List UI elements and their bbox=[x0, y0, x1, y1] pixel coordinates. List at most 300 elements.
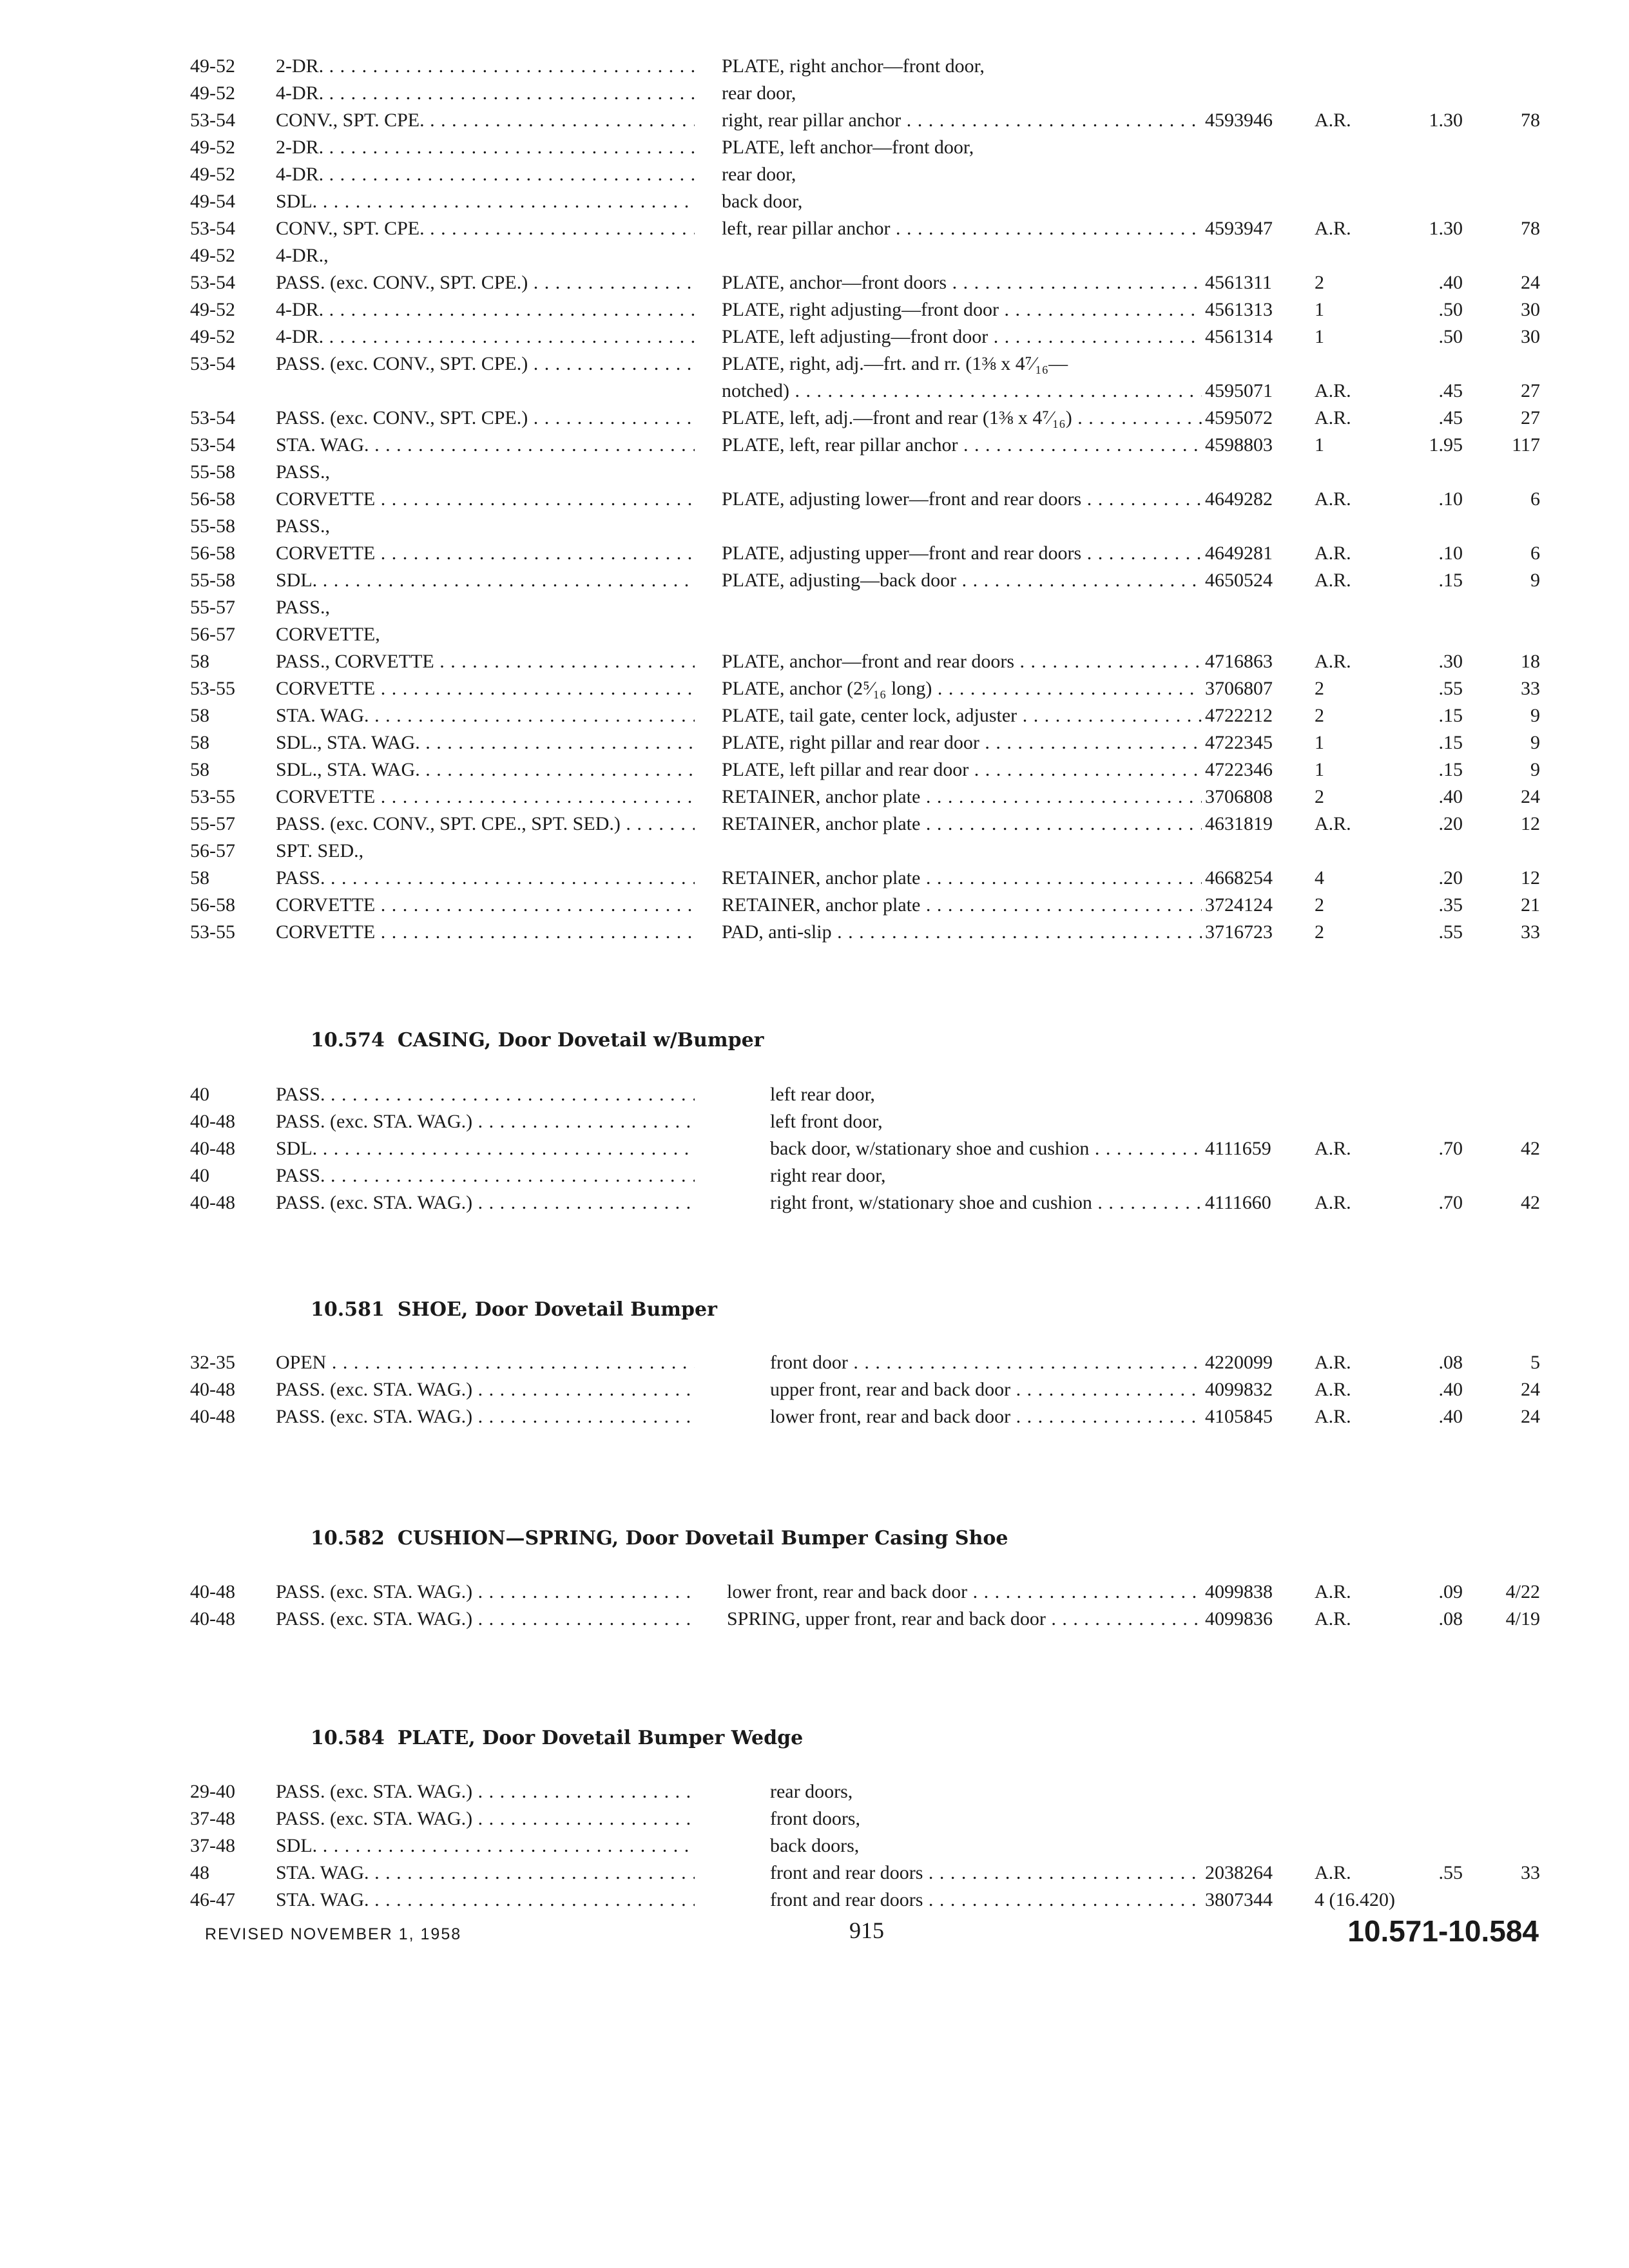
year-range: 40-48 bbox=[190, 1608, 235, 1629]
model: 2-DR. . . . bbox=[276, 53, 695, 80]
year-range: 40 bbox=[190, 1084, 209, 1105]
price: .70 bbox=[1438, 1192, 1463, 1213]
description: PLATE, adjusting lower—front and rear doors . . . bbox=[722, 486, 1202, 513]
price: .08 bbox=[1438, 1352, 1463, 1373]
table-row bbox=[0, 540, 1629, 567]
model: CORVETTE . . . bbox=[276, 486, 695, 513]
year-range: 32-35 bbox=[190, 1352, 235, 1373]
table-row bbox=[0, 513, 1629, 540]
table-row bbox=[0, 405, 1629, 432]
table-row bbox=[0, 242, 1629, 269]
price: .09 bbox=[1438, 1581, 1463, 1602]
price: .45 bbox=[1438, 407, 1463, 428]
description: front door . . . bbox=[770, 1349, 1202, 1376]
description: RETAINER, anchor plate . . . bbox=[722, 783, 1202, 811]
description: RETAINER, anchor plate . . . bbox=[722, 892, 1202, 919]
table-row bbox=[0, 1349, 1629, 1376]
revision-date: REVISED NOVEMBER 1, 1958 bbox=[205, 1925, 462, 1943]
model: 4-DR., bbox=[276, 245, 329, 266]
model: CONV., SPT. CPE. . . . bbox=[276, 107, 695, 134]
price: .35 bbox=[1438, 894, 1463, 916]
quantity: A.R. bbox=[1315, 488, 1351, 510]
description: PLATE, right anchor—front door, bbox=[722, 55, 985, 77]
description: lower front, rear and back door . . . bbox=[727, 1579, 1202, 1606]
count: 9 bbox=[1530, 570, 1540, 591]
table-row bbox=[0, 865, 1629, 892]
count: 42 bbox=[1521, 1138, 1540, 1159]
description: PLATE, right pillar and rear door . . . bbox=[722, 729, 1202, 756]
year-range: 29-40 bbox=[190, 1781, 235, 1802]
model: STA. WAG. . . . bbox=[276, 1887, 695, 1914]
part-number: 3706808 bbox=[1205, 786, 1273, 807]
count: 9 bbox=[1530, 759, 1540, 780]
quantity: A.R. bbox=[1315, 1192, 1351, 1213]
description: RETAINER, anchor plate . . . bbox=[722, 811, 1202, 838]
price: .50 bbox=[1438, 326, 1463, 347]
year-range: 53-54 bbox=[190, 272, 235, 293]
table-row bbox=[0, 621, 1629, 648]
price: .20 bbox=[1438, 867, 1463, 889]
part-number: 4099838 bbox=[1205, 1581, 1273, 1602]
year-range: 53-54 bbox=[190, 353, 235, 374]
description: PLATE, anchor—front and rear doors . . . bbox=[722, 648, 1202, 675]
quantity: 2 bbox=[1315, 678, 1324, 699]
model: PASS. (exc. CONV., SPT. CPE.) . . . bbox=[276, 405, 695, 432]
year-range: 40-48 bbox=[190, 1111, 235, 1132]
year-range: 58 bbox=[190, 867, 209, 889]
table-row bbox=[0, 1579, 1629, 1606]
model: PASS., bbox=[276, 461, 330, 483]
part-number: 4593947 bbox=[1205, 218, 1273, 239]
quantity: 1 bbox=[1315, 326, 1324, 347]
section-number: 10.582 bbox=[311, 1527, 385, 1550]
count: 78 bbox=[1521, 218, 1540, 239]
count: 30 bbox=[1521, 326, 1540, 347]
model: CORVETTE . . . bbox=[276, 919, 695, 946]
description: front and rear doors . . . bbox=[770, 1887, 1202, 1914]
year-range: 58 bbox=[190, 651, 209, 672]
year-range: 58 bbox=[190, 759, 209, 780]
model: PASS. (exc. STA. WAG.) . . . bbox=[276, 1778, 695, 1805]
price: .55 bbox=[1438, 678, 1463, 699]
table-row bbox=[0, 838, 1629, 865]
description: notched) . . . bbox=[722, 378, 1202, 405]
model: SDL. . . . bbox=[276, 1135, 695, 1162]
year-range: 56-57 bbox=[190, 840, 235, 861]
quantity: A.R. bbox=[1315, 813, 1351, 834]
model: PASS. (exc. CONV., SPT. CPE., SPT. SED.) . . . bbox=[276, 811, 695, 838]
table-row bbox=[0, 107, 1629, 134]
part-number: 3716723 bbox=[1205, 921, 1273, 943]
year-range: 56-58 bbox=[190, 488, 235, 510]
count: 6 bbox=[1530, 488, 1540, 510]
quantity: A.R. bbox=[1315, 570, 1351, 591]
table-row bbox=[0, 811, 1629, 838]
year-range: 37-48 bbox=[190, 1808, 235, 1829]
quantity: 2 bbox=[1315, 705, 1324, 726]
part-number: 4111660 bbox=[1205, 1192, 1271, 1213]
model: PASS. (exc. STA. WAG.) . . . bbox=[276, 1189, 695, 1216]
part-number: 4595071 bbox=[1205, 380, 1273, 401]
quantity: A.R. bbox=[1315, 1581, 1351, 1602]
model: SPT. SED., bbox=[276, 840, 364, 861]
price: .40 bbox=[1438, 1406, 1463, 1427]
quantity: 1 bbox=[1315, 732, 1324, 753]
table-row bbox=[0, 729, 1629, 756]
model: PASS. . . . bbox=[276, 1162, 695, 1189]
section-range: 10.571-10.584 bbox=[1347, 1914, 1539, 1948]
part-number: 4650524 bbox=[1205, 570, 1273, 591]
year-range: 53-54 bbox=[190, 110, 235, 131]
year-range: 48 bbox=[190, 1862, 209, 1883]
quantity: A.R. bbox=[1315, 1138, 1351, 1159]
part-number: 4105845 bbox=[1205, 1406, 1273, 1427]
model: 4-DR. . . . bbox=[276, 296, 695, 323]
quantity: 2 bbox=[1315, 894, 1324, 916]
count: 21 bbox=[1521, 894, 1540, 916]
table-row bbox=[0, 432, 1629, 459]
quantity: A.R. bbox=[1315, 1608, 1351, 1629]
section-title bbox=[311, 1527, 1008, 1550]
table-row bbox=[0, 1376, 1629, 1403]
section-number: 10.574 bbox=[311, 1029, 385, 1052]
year-range: 49-52 bbox=[190, 245, 235, 266]
year-range: 55-58 bbox=[190, 461, 235, 483]
table-row bbox=[0, 1189, 1629, 1216]
part-number: 3807344 bbox=[1205, 1889, 1273, 1910]
count: 12 bbox=[1521, 867, 1540, 889]
model: STA. WAG. . . . bbox=[276, 432, 695, 459]
model: SDL., STA. WAG. . . . bbox=[276, 756, 695, 783]
table-row bbox=[0, 1606, 1629, 1633]
model: PASS., bbox=[276, 597, 330, 618]
description: right front, w/stationary shoe and cushion . . . bbox=[770, 1189, 1202, 1216]
year-range: 56-58 bbox=[190, 894, 235, 916]
model: 4-DR. . . . bbox=[276, 161, 695, 188]
description: PLATE, anchor (2⁵⁄₁₆ long) . . . bbox=[722, 675, 1202, 702]
section-title bbox=[311, 1298, 717, 1321]
description: left, rear pillar anchor . . . bbox=[722, 215, 1202, 242]
price: .15 bbox=[1438, 705, 1463, 726]
price: .08 bbox=[1438, 1608, 1463, 1629]
year-range: 49-54 bbox=[190, 191, 235, 212]
part-number: 4561313 bbox=[1205, 299, 1273, 320]
price: .15 bbox=[1438, 732, 1463, 753]
section-number: 10.584 bbox=[311, 1727, 385, 1749]
model: STA. WAG. . . . bbox=[276, 702, 695, 729]
table-row bbox=[0, 1860, 1629, 1887]
count: 27 bbox=[1521, 407, 1540, 428]
description: PLATE, anchor—front doors . . . bbox=[722, 269, 1202, 296]
description: back door, bbox=[722, 191, 803, 212]
quantity: A.R. bbox=[1315, 543, 1351, 564]
model: 2-DR. . . . bbox=[276, 134, 695, 161]
table-row bbox=[0, 486, 1629, 513]
year-range: 55-57 bbox=[190, 813, 235, 834]
quantity: A.R. bbox=[1315, 1379, 1351, 1400]
model: CORVETTE . . . bbox=[276, 540, 695, 567]
count: 30 bbox=[1521, 299, 1540, 320]
price: .40 bbox=[1438, 1379, 1463, 1400]
year-range: 55-58 bbox=[190, 570, 235, 591]
count: 33 bbox=[1521, 1862, 1540, 1883]
count: 33 bbox=[1521, 678, 1540, 699]
part-number: 4649282 bbox=[1205, 488, 1273, 510]
price: .40 bbox=[1438, 272, 1463, 293]
part-number: 4722346 bbox=[1205, 759, 1273, 780]
year-range: 40-48 bbox=[190, 1192, 235, 1213]
count: 24 bbox=[1521, 1379, 1540, 1400]
year-range: 49-52 bbox=[190, 82, 235, 104]
part-number: 4561311 bbox=[1205, 272, 1272, 293]
year-range: 49-52 bbox=[190, 137, 235, 158]
table-row bbox=[0, 756, 1629, 783]
table-row bbox=[0, 648, 1629, 675]
model: SDL. . . . bbox=[276, 188, 695, 215]
quantity: A.R. bbox=[1315, 651, 1351, 672]
year-range: 56-57 bbox=[190, 624, 235, 645]
part-number: 4649281 bbox=[1205, 543, 1273, 564]
section-heading: SHOE, Door Dovetail Bumper bbox=[397, 1298, 717, 1321]
description: PLATE, left pillar and rear door . . . bbox=[722, 756, 1202, 783]
part-number: 4099832 bbox=[1205, 1379, 1273, 1400]
price: .10 bbox=[1438, 488, 1463, 510]
count: 5 bbox=[1530, 1352, 1540, 1373]
part-number: 4111659 bbox=[1205, 1138, 1271, 1159]
description: left front door, bbox=[770, 1111, 883, 1132]
description: PLATE, adjusting—back door . . . bbox=[722, 567, 1202, 594]
section-number: 10.581 bbox=[311, 1298, 385, 1321]
price: .10 bbox=[1438, 543, 1463, 564]
table-row bbox=[0, 675, 1629, 702]
year-range: 55-58 bbox=[190, 515, 235, 537]
description: back door, w/stationary shoe and cushion . . . bbox=[770, 1135, 1202, 1162]
model: PASS. (exc. CONV., SPT. CPE.) . . . bbox=[276, 269, 695, 296]
table-row bbox=[0, 378, 1629, 405]
model: PASS. (exc. STA. WAG.) . . . bbox=[276, 1403, 695, 1430]
model: PASS. (exc. STA. WAG.) . . . bbox=[276, 1376, 695, 1403]
price: 1.30 bbox=[1429, 110, 1463, 131]
description: left rear door, bbox=[770, 1084, 875, 1105]
section-heading: PLATE, Door Dovetail Bumper Wedge bbox=[397, 1727, 804, 1749]
description: PLATE, right, adj.—frt. and rr. (1⅜ x 4⁷⁄₁₆— bbox=[722, 353, 1068, 374]
year-range: 53-54 bbox=[190, 407, 235, 428]
model: SDL. . . . bbox=[276, 1832, 695, 1860]
count: 33 bbox=[1521, 921, 1540, 943]
count: 117 bbox=[1512, 434, 1540, 456]
model: PASS. (exc. STA. WAG.) . . . bbox=[276, 1606, 695, 1633]
year-range: 58 bbox=[190, 732, 209, 753]
year-range: 49-52 bbox=[190, 164, 235, 185]
part-number: 4593946 bbox=[1205, 110, 1273, 131]
description: PLATE, left anchor—front door, bbox=[722, 137, 974, 158]
count: 18 bbox=[1521, 651, 1540, 672]
year-range: 46-47 bbox=[190, 1889, 235, 1910]
description: front and rear doors . . . bbox=[770, 1860, 1202, 1887]
year-range: 53-54 bbox=[190, 218, 235, 239]
part-number: 4561314 bbox=[1205, 326, 1273, 347]
quantity: 1 bbox=[1315, 434, 1324, 456]
part-number: 4099836 bbox=[1205, 1608, 1273, 1629]
part-number: 4668254 bbox=[1205, 867, 1273, 889]
quantity: A.R. bbox=[1315, 1862, 1351, 1883]
count: 4/22 bbox=[1505, 1581, 1540, 1602]
section-title bbox=[311, 1727, 803, 1749]
price: 1.95 bbox=[1429, 434, 1463, 456]
description: PLATE, left adjusting—front door . . . bbox=[722, 323, 1202, 351]
model: CORVETTE, bbox=[276, 624, 380, 645]
description: rear doors, bbox=[770, 1781, 853, 1802]
year-range: 40-48 bbox=[190, 1406, 235, 1427]
count: 24 bbox=[1521, 786, 1540, 807]
part-number: 3706807 bbox=[1205, 678, 1273, 699]
price: .55 bbox=[1438, 1862, 1463, 1883]
model: OPEN . . . bbox=[276, 1349, 695, 1376]
part-number: 3724124 bbox=[1205, 894, 1273, 916]
table-row bbox=[0, 594, 1629, 621]
count: 9 bbox=[1530, 705, 1540, 726]
page-number: 915 bbox=[849, 1917, 884, 1943]
table-row bbox=[0, 296, 1629, 323]
description: PLATE, left, adj.—front and rear (1⅜ x 4⁷⁄₁₆) . . . bbox=[722, 405, 1202, 432]
count: 12 bbox=[1521, 813, 1540, 834]
count: 78 bbox=[1521, 110, 1540, 131]
part-number: 4722212 bbox=[1205, 705, 1273, 726]
price: .55 bbox=[1438, 921, 1463, 943]
year-range: 53-55 bbox=[190, 678, 235, 699]
quantity: 4 bbox=[1315, 867, 1324, 889]
count: 6 bbox=[1530, 543, 1540, 564]
table-row bbox=[0, 567, 1629, 594]
year-range: 40-48 bbox=[190, 1138, 235, 1159]
description: RETAINER, anchor plate . . . bbox=[722, 865, 1202, 892]
table-row bbox=[0, 323, 1629, 351]
year-range: 53-55 bbox=[190, 921, 235, 943]
table-row bbox=[0, 1778, 1629, 1805]
price: .30 bbox=[1438, 651, 1463, 672]
model: STA. WAG. . . . bbox=[276, 1860, 695, 1887]
table-row bbox=[0, 1081, 1629, 1108]
description: PLATE, adjusting upper—front and rear doors . . . bbox=[722, 540, 1202, 567]
year-range: 58 bbox=[190, 705, 209, 726]
model: PASS., CORVETTE . . . bbox=[276, 648, 695, 675]
count: 24 bbox=[1521, 272, 1540, 293]
count: 42 bbox=[1521, 1192, 1540, 1213]
quantity: A.R. bbox=[1315, 407, 1351, 428]
model: CORVETTE . . . bbox=[276, 783, 695, 811]
description: PLATE, tail gate, center lock, adjuster . . . bbox=[722, 702, 1202, 729]
table-row bbox=[0, 459, 1629, 486]
count: 24 bbox=[1521, 1406, 1540, 1427]
price: .15 bbox=[1438, 570, 1463, 591]
table-row bbox=[0, 1108, 1629, 1135]
model: PASS. . . . bbox=[276, 1081, 695, 1108]
year-range: 55-57 bbox=[190, 597, 235, 618]
model: CORVETTE . . . bbox=[276, 892, 695, 919]
table-row bbox=[0, 1805, 1629, 1832]
description: PLATE, left, rear pillar anchor . . . bbox=[722, 432, 1202, 459]
quantity: 2 bbox=[1315, 921, 1324, 943]
description: lower front, rear and back door . . . bbox=[770, 1403, 1202, 1430]
price: .50 bbox=[1438, 299, 1463, 320]
part-number: 2038264 bbox=[1205, 1862, 1273, 1883]
count: 9 bbox=[1530, 732, 1540, 753]
year-range: 56-58 bbox=[190, 543, 235, 564]
table-row bbox=[0, 53, 1629, 80]
model: 4-DR. . . . bbox=[276, 323, 695, 351]
table-row bbox=[0, 351, 1629, 378]
year-range: 40-48 bbox=[190, 1379, 235, 1400]
price: .45 bbox=[1438, 380, 1463, 401]
description: back doors, bbox=[770, 1835, 860, 1856]
table-row bbox=[0, 161, 1629, 188]
description: front doors, bbox=[770, 1808, 860, 1829]
table-row bbox=[0, 1162, 1629, 1189]
price: 1.30 bbox=[1429, 218, 1463, 239]
table-row bbox=[0, 1403, 1629, 1430]
model: CORVETTE . . . bbox=[276, 675, 695, 702]
table-row bbox=[0, 1832, 1629, 1860]
part-number: 4598803 bbox=[1205, 434, 1273, 456]
model: PASS. (exc. STA. WAG.) . . . bbox=[276, 1108, 695, 1135]
model: 4-DR. . . . bbox=[276, 80, 695, 107]
part-number: 4595072 bbox=[1205, 407, 1273, 428]
table-row bbox=[0, 1887, 1629, 1914]
table-row bbox=[0, 188, 1629, 215]
price: .40 bbox=[1438, 786, 1463, 807]
quantity: A.R. bbox=[1315, 1352, 1351, 1373]
description: upper front, rear and back door . . . bbox=[770, 1376, 1202, 1403]
model: SDL., STA. WAG. . . . bbox=[276, 729, 695, 756]
model: PASS. . . . bbox=[276, 865, 695, 892]
description: rear door, bbox=[722, 164, 796, 185]
quantity: A.R. bbox=[1315, 110, 1351, 131]
section-title bbox=[311, 1029, 764, 1052]
model: PASS. (exc. STA. WAG.) . . . bbox=[276, 1579, 695, 1606]
year-range: 49-52 bbox=[190, 55, 235, 77]
year-range: 53-54 bbox=[190, 434, 235, 456]
count: 27 bbox=[1521, 380, 1540, 401]
table-row bbox=[0, 269, 1629, 296]
table-row bbox=[0, 1135, 1629, 1162]
description: PAD, anti-slip . . . bbox=[722, 919, 1202, 946]
quantity: A.R. bbox=[1315, 1406, 1351, 1427]
year-range: 40-48 bbox=[190, 1581, 235, 1602]
table-row bbox=[0, 919, 1629, 946]
quantity: 2 bbox=[1315, 272, 1324, 293]
quantity: 1 bbox=[1315, 759, 1324, 780]
quantity: A.R. bbox=[1315, 380, 1351, 401]
section-heading: CASING, Door Dovetail w/Bumper bbox=[397, 1029, 764, 1052]
year-range: 37-48 bbox=[190, 1835, 235, 1856]
model: PASS. (exc. CONV., SPT. CPE.) . . . bbox=[276, 351, 695, 378]
part-number: 4220099 bbox=[1205, 1352, 1273, 1373]
part-number: 4722345 bbox=[1205, 732, 1273, 753]
model: SDL. . . . bbox=[276, 567, 695, 594]
year-range: 49-52 bbox=[190, 299, 235, 320]
part-number: 4631819 bbox=[1205, 813, 1273, 834]
model: PASS. (exc. STA. WAG.) . . . bbox=[276, 1805, 695, 1832]
price: .70 bbox=[1438, 1138, 1463, 1159]
part-number: 4716863 bbox=[1205, 651, 1273, 672]
description: SPRING, upper front, rear and back door . . . bbox=[727, 1606, 1202, 1633]
table-row bbox=[0, 892, 1629, 919]
description: PLATE, right adjusting—front door . . . bbox=[722, 296, 1202, 323]
year-range: 53-55 bbox=[190, 786, 235, 807]
description: right, rear pillar anchor . . . bbox=[722, 107, 1202, 134]
table-row bbox=[0, 80, 1629, 107]
price: .15 bbox=[1438, 759, 1463, 780]
